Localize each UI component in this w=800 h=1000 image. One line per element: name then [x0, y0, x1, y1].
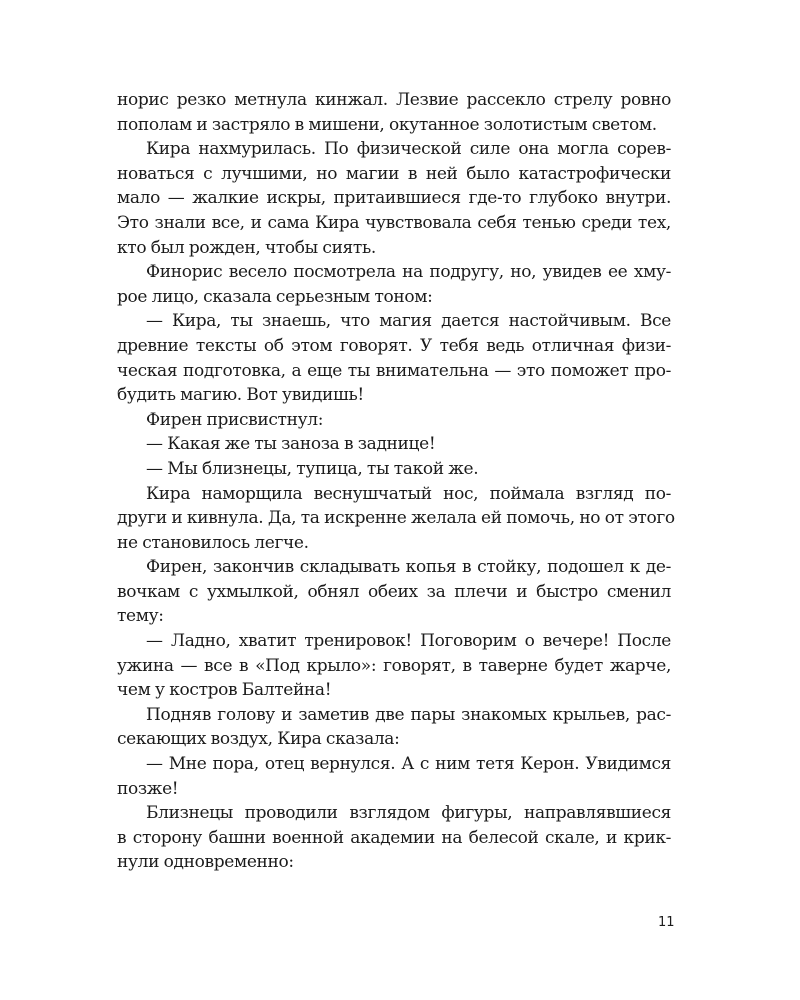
text-line: Фирен, закончив складывать копья в стойку, подошел к де- — [146, 557, 671, 578]
text-line: Кира нахмурилась. По физической силе она могла сорев- — [146, 139, 671, 160]
text-line: мало — жалкие искры, притаившиеся где-то глубоко внутри. — [117, 188, 671, 209]
text-line: Это знали все, и сама Кира чувствовала себя тенью среди тех, — [117, 212, 671, 233]
text-line: вочкам с ухмылкой, обнял обеих за плечи и быстро сменил — [117, 581, 671, 602]
body-text — [117, 88, 675, 875]
text-line: — Мы близнецы, тупица, ты такой же. — [146, 458, 479, 479]
text-line: Подняв голову и заметив две пары знакомых крыльев, рас- — [146, 704, 671, 725]
text-line: Фирен присвистнул: — [146, 409, 324, 430]
text-line: — Какая же ты заноза в заднице! — [146, 434, 436, 455]
text-line: будить магию. Вот увидишь! — [117, 385, 364, 406]
text-line: позже! — [117, 778, 179, 799]
text-line: нули одновременно: — [117, 852, 294, 873]
text-line: Близнецы проводили взглядом фигуры, направлявшиеся — [146, 803, 671, 824]
text-line: — Ладно, хватит тренировок! Поговорим о вечере! После — [146, 631, 671, 652]
text-line: пополам и застряло в мишени, окутанное золотистым светом. — [117, 114, 657, 135]
text-line: древние тексты об этом говорят. У тебя ведь отличная физи- — [117, 335, 671, 356]
text-line: други и кивнула. Да, та искренне желала ей помочь, но от этого — [117, 508, 675, 529]
text-line: ужина — все в «Под крыло»: говорят, в таверне будет жарче, — [117, 655, 671, 676]
text-line: в сторону башни военной академии на белесой скале, и крик- — [117, 827, 671, 848]
text-line: — Кира, ты знаешь, что магия дается настойчивым. Все — [146, 311, 671, 332]
text-line: рое лицо, сказала серьезным тоном: — [117, 286, 433, 307]
text-line: Кира наморщила веснушчатый нос, поймала взгляд по- — [146, 483, 671, 504]
text-line: новаться с лучшими, но магии в ней было катастрофически — [117, 163, 671, 184]
text-line: Финорис весело посмотрела на подругу, но, увидев ее хму- — [146, 262, 671, 283]
text-line: не становилось легче. — [117, 532, 309, 553]
text-line: кто был рожден, чтобы сиять. — [117, 237, 376, 258]
page-number: 11 — [658, 915, 675, 930]
text-line: тему: — [117, 606, 164, 627]
text-line: ческая подготовка, а еще ты внимательна — это поможет про- — [117, 360, 671, 381]
text-line: секающих воздух, Кира сказала: — [117, 729, 400, 750]
text-line: норис резко метнула кинжал. Лезвие рассекло стрелу ровно — [117, 90, 671, 110]
text-line: — Мне пора, отец вернулся. А с ним тетя Керон. Увидимся — [146, 754, 671, 775]
text-line: чем у костров Балтейна! — [117, 680, 332, 701]
